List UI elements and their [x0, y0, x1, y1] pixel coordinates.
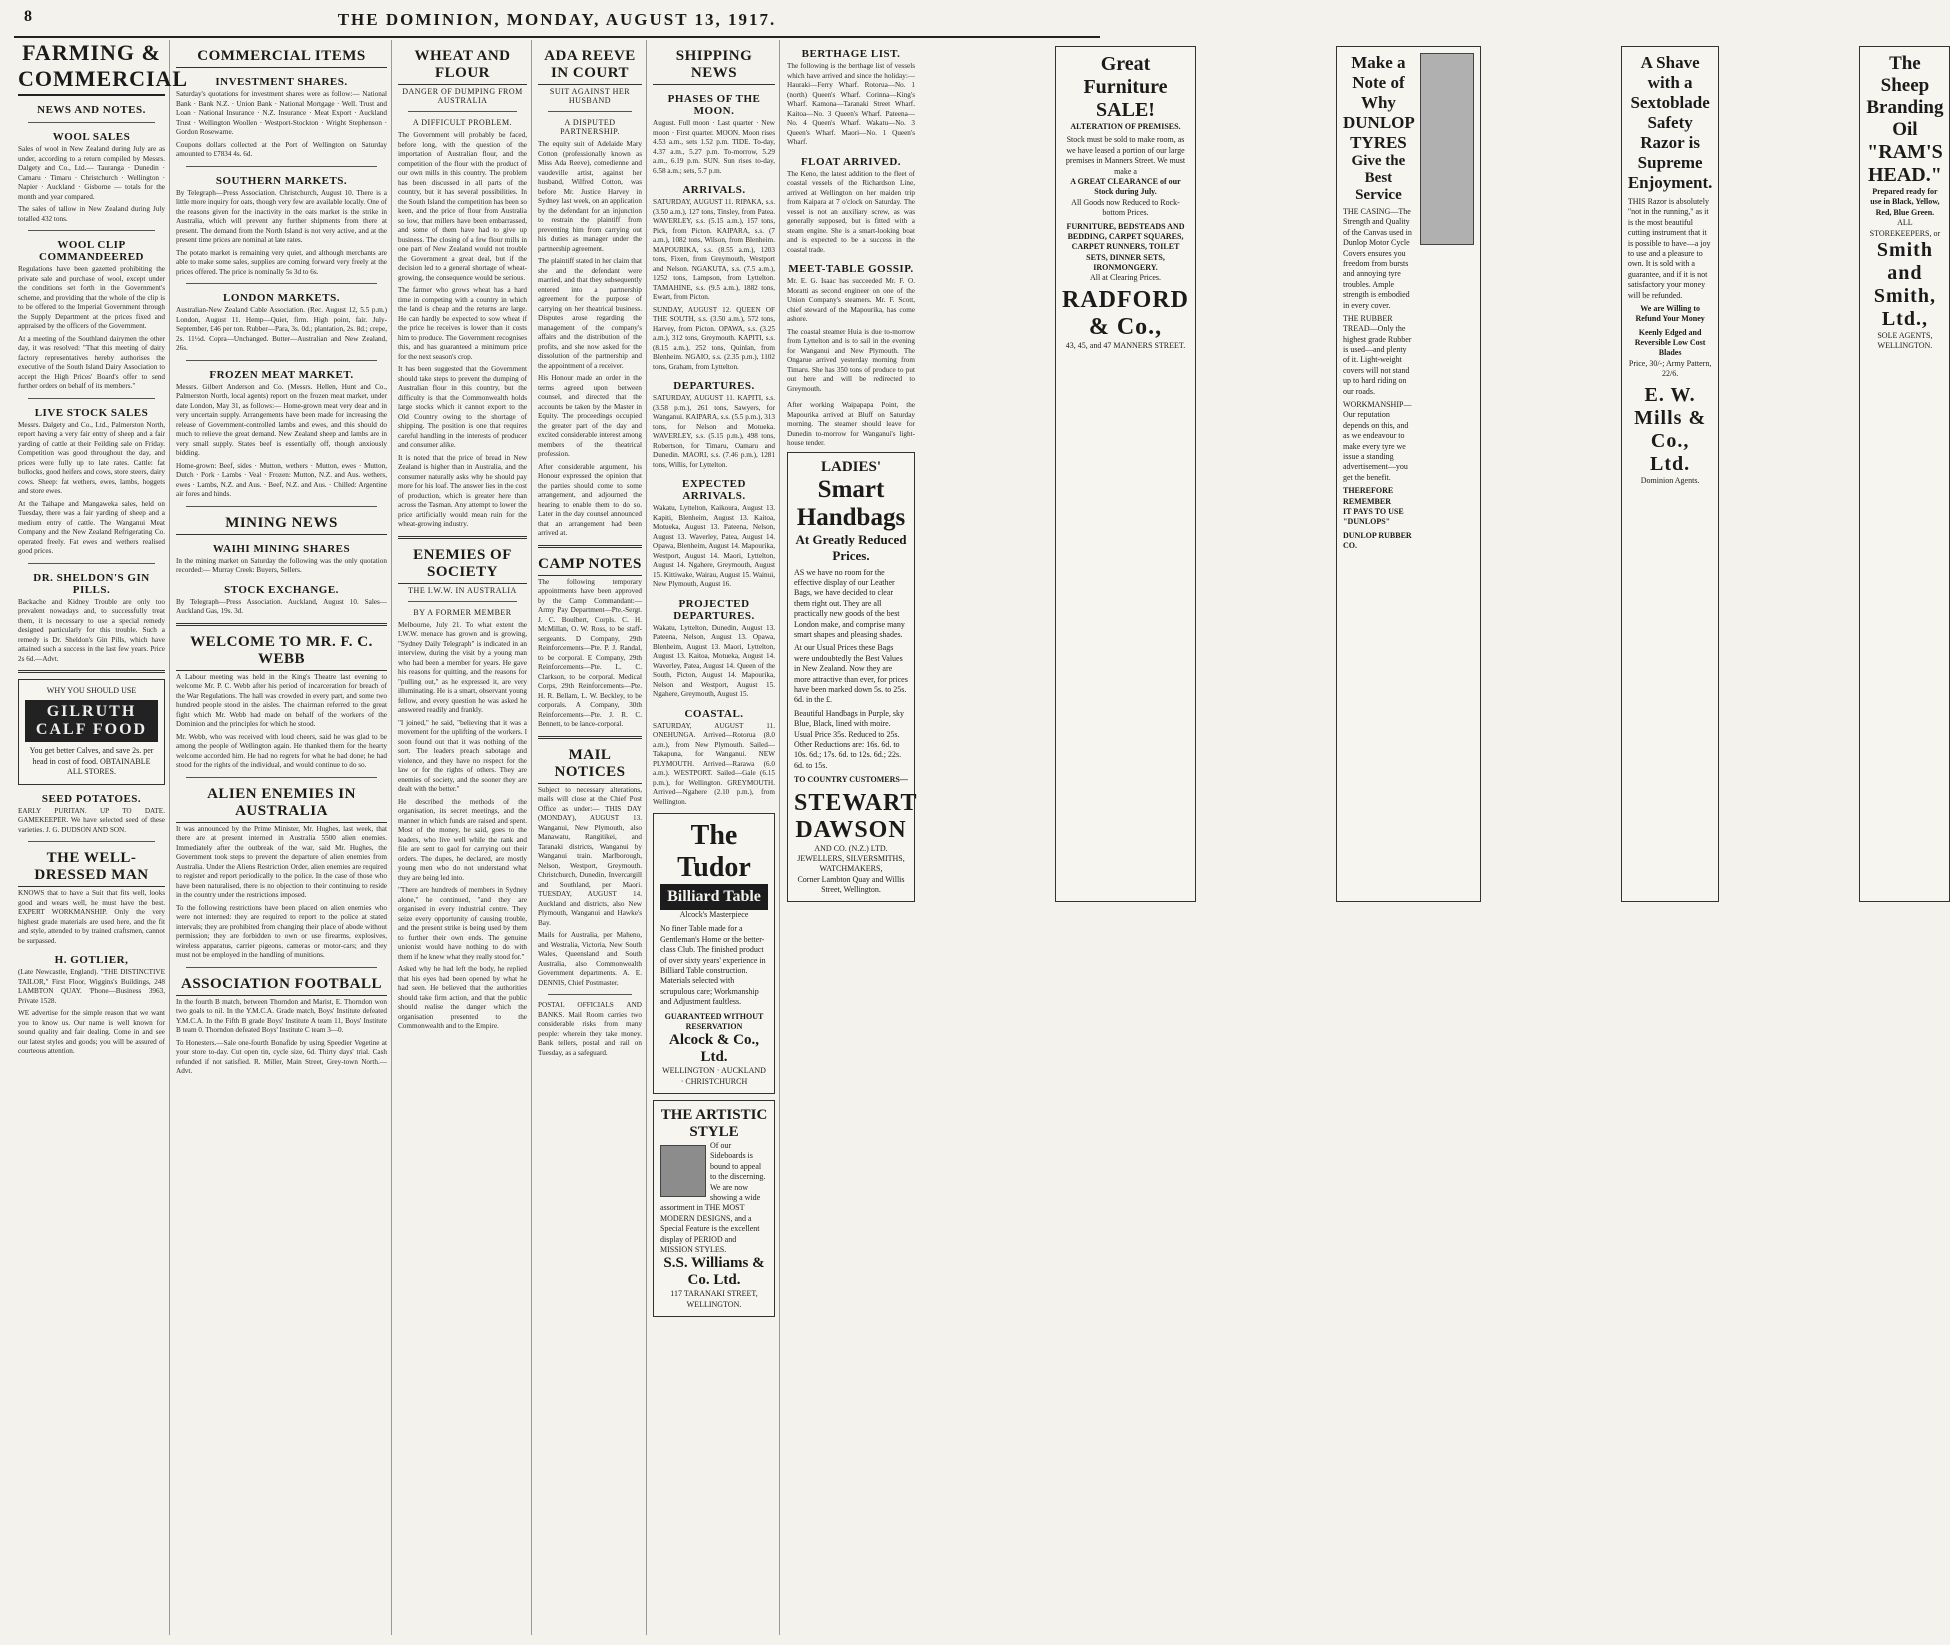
heading-departures: DEPARTURES.: [673, 380, 755, 392]
ad-williams-firm: S.S. Williams & Co. Ltd.: [663, 1255, 765, 1289]
ad-text: Price, 30/-; Army Pattern, 22/6.: [1628, 358, 1712, 379]
heading-coastal: COASTAL.: [684, 707, 744, 720]
body-text: The potato market is remaining very quiet, and although merchants are able to make some sales, supplies are coming forward very freely at the prices offered. The price is nominally 5s 3d to 6s.: [176, 248, 387, 276]
heading-seed-potatoes: SEED POTATOES.: [41, 792, 142, 805]
heading-stock-exchange: STOCK EXCHANGE.: [224, 583, 339, 596]
divider: [408, 601, 517, 602]
heading-camp: CAMP NOTES: [538, 556, 642, 576]
heading-ada-reeve: ADA REEVE IN COURT: [538, 48, 642, 85]
ad-sheep-addr: SOLE AGENTS, WELLINGTON.: [1877, 330, 1933, 351]
body-text: Coupons dollars collected at the Port of Wellington on Saturday amounted to £7834 4s. 6d.: [176, 140, 387, 158]
divider: [548, 994, 632, 995]
heading-wheat: WHEAT AND FLOUR: [398, 48, 527, 85]
ad-dunlop-remember: THEREFORE REMEMBER: [1343, 486, 1394, 506]
divider: [186, 506, 377, 507]
section-title: FARMING & COMMERCIAL: [18, 40, 165, 96]
body-text: It has been suggested that the Government should take steps to prevent the dumping of Australian flour in this country, but the difficulty is that the Commonwealth holds large stocks which it cannot export to the Old Country owing to the shortage of shipping. The position is one that requires careful handling in the interests of producer and consumer alike.: [398, 365, 527, 449]
body-text: Mails for Australia, per Maheno, and Westralia, Victoria, New South Wales, Queensland and South Australia, also Commonwealth Government departments. A. E. DENNIS, Chief Postmaster.: [538, 931, 642, 987]
handbags-ad: [787, 452, 918, 903]
ad-dunlop-text: [1343, 53, 1414, 895]
ad-text: AS we have no room for the effective display of our Leather Bags, we have decided to clear them right out. They are all practically new goods of the best London make, and comprise many smart shapes and pleasing shades.: [794, 567, 905, 640]
body-text: Sales of wool in New Zealand during July are as under, according to a return compiled by Messrs. Dalgety and Co., Ltd.— Tauranga · Dunedin · Camaru · Timaru · Christchurch · Wellington · Napier · Auckland · Gisborne — totals for the month and year compared.: [18, 145, 165, 201]
heading-wool-sales: WOOL SALES: [52, 131, 131, 143]
ad-razor-firm: E. W. Mills & Co., Ltd.: [1634, 383, 1707, 475]
body-text: The following temporary appointments have been approved by the Camp Commandant:— Army Pay Department—Pte.-Sergt. J. C. Boulbert, Corpls. C. H. McMillan, O. W. Ross, to be staff-sergeants. D Company, 29th Reinforcements—Pte. P. J. Randal, to be corporal. E Company, 29th Reinforcements—Pte. L. C. Clarkson, to be corporal. Medical Corps, 29th Reinforcements—Pte. H. R. Bellam, L. W. Beckley, to be corporals. A Company, 30th Reinforcements—Pte. J. R. C. Bennett, to be lance-corporal.: [538, 577, 642, 728]
ad-dunlop: [1336, 46, 1481, 902]
body-text: POSTAL OFFICIALS AND BANKS. Mail Room carries two considerable risks from many people: wherein they take money. Bank tellers, postal and rail on Tuesday, as a safeguard.: [538, 1001, 642, 1057]
ad-tudor-firm: Alcock & Co., Ltd.: [669, 1032, 759, 1066]
berthage-block: [787, 40, 918, 908]
ad-tudor-title: The Tudor: [677, 820, 751, 883]
divider: [408, 111, 517, 112]
body-text: KNOWS that to have a Suit that fits well, looks good and wears well, he must have the best. EXPERT WORKMANSHIP. Only the very highest grade materials are used here, and the fit and style, attended to by trained craftsmen, cannot be surpassed.: [18, 889, 165, 945]
ad-text: THIS Razor is absolutely "not in the running," as it is the most beautiful cutting instrument that it is possible to have—a joy to use and a pleasure to own. It is sold with a guarantee, and if it is not satisfactory your money will be refunded.: [1627, 197, 1711, 300]
divider: [28, 122, 155, 123]
heading-london: LONDON MARKETS.: [223, 292, 340, 304]
heading-waihi: WAIHI MINING SHARES: [212, 542, 351, 555]
body-text: The Keno, the latest addition to the fleet of coastal vessels of the Richardson Line, arrived at Wellington on her maiden trip from Kaipara at 7 o'clock on Saturday. The vessel is not an auxiliary screw, as was generally supposed, but is fitted with a steam engine. She is a smart-looking boat and is expected to be a success in the coastal trade.: [787, 169, 915, 254]
ad-text: THE RUBBER TREAD—Only the highest grade Rubber is used—and plenty of it. Light-weight covers will not stand up to hard riding on our roads.: [1343, 313, 1412, 396]
body-text: Backache and Kidney Trouble are only too prevalent nowadays and, to successfully treat them, it is necessary to use a special remedy designed particularly for this trouble. Such a remedy is Dr. Sheldon's Gin Pills, which have attained such a success in the last few years. Price 2s 6d.—Advt.: [18, 597, 165, 663]
heading-alien: ALIEN ENEMIES IN AUSTRALIA: [176, 786, 387, 823]
ad-handbags-firm2: AND CO. (N.Z.) LTD.: [814, 843, 888, 853]
body-text: Regulations have been gazetted prohibiting the private sale and purchase of wool, except under the conditions set forth in the Government's scheme, and providing that the whole of the clip is to be offered to the Imperial Government through the Supply Department at the prices fixed and appraised by the officers of the Government.: [18, 265, 165, 330]
divider: [28, 563, 155, 564]
body-text: SATURDAY, AUGUST 11. KAPITI, s.s. (3.58 p.m.), 261 tons, Sawyers, for Wanganui. KAIPARA, s.s. (5.5 p.m.), 313 tons, for Nelson and Motueka. WAVERLEY, s.s. (5.15 p.m.), 498 tons, Robertson, for Timaru, Oamaru and Dunedin. MAORI, s.s. (7.46 p.m.), 1281 tons, Willis, for Lyttelton.: [653, 394, 775, 469]
ad-razor: [1621, 46, 1720, 902]
ad-tudor-sub: Billiard Table: [660, 884, 768, 910]
body-text: Mr. Webb, who was received with loud cheers, said he was glad to be among the people of Wellington again. He thanked them for the hearty welcome accorded him. He had no regrets for what he had done; he had stood for the rights of the individual, and would continue to do so.: [176, 732, 387, 769]
subheading-iww: THE I.W.W. IN AUSTRALIA: [408, 585, 517, 595]
body-text: At the Taihape and Mangaweka sales, held on Tuesday, there was a fair yarding of sheep and a medium entry of cattle. The Wanganui Meat Company and the New Zealand Refrigerating Co. operated freely. Fat ewes and wethers realised good prices.: [18, 499, 165, 555]
ad-text: WELLINGTON · AUCKLAND · CHRISTCHURCH: [662, 1066, 766, 1086]
column-commercial: [172, 40, 392, 1635]
ad-handbags-firm: STEWART DAWSON: [794, 789, 918, 843]
ad-sheep-firm: Smith and Smith, Ltd.,: [1873, 238, 1936, 330]
body-text: August. Full moon · Last quarter · New moon · First quarter. MOON. Moon rises 4.53 a.m., sets 1.52 p.m. TIDE. To-day, 4.37 a.m., 5.27 p.m. To-morrow, 5.29 a.m., 6.19 p.m. SUN. Sun rises to-day, 6.58 a.m.; sets, 5.7 p.m.: [653, 119, 775, 175]
body-text: By Telegraph—Press Association. Christchurch, August 10. There is a little more inquiry for oats, though very few are available locally. One of the reasons given for the inactivity in the oats market is the strike in Australia, which will prevent any further shipments from there at present. The demand from the North Island is not very active, and at the present time prices are nominal at late rates.: [176, 188, 387, 244]
masthead: [14, 6, 1100, 38]
divider: [186, 166, 377, 167]
ad-furniture-firm: RADFORD & Co.,: [1062, 286, 1189, 340]
heading-mail: MAIL NOTICES: [538, 747, 642, 784]
ad-dunlop-sub: Give the Best Service: [1351, 153, 1406, 203]
heading-well-dressed: THE WELL-DRESSED MAN: [18, 850, 165, 887]
ad-text: All Goods now Reduced to Rock-bottom Prices.: [1071, 197, 1180, 218]
subheading-dispute: A DISPUTED PARTNERSHIP.: [560, 118, 620, 136]
heading-berthage: BERTHAGE LIST.: [801, 48, 901, 60]
ad-calf-food: [18, 679, 165, 785]
motorcyclist-illustration-icon: [1420, 53, 1474, 245]
body-text: At a meeting of the Southland dairymen the other day, it was resolved: "That this meeting of dairy factory representatives hereby authorises the executive of the South Island Dairy Association to accept the High Prices' Board's offer to send further orders on behalf of its members.": [18, 334, 165, 390]
body-text: Messrs. Dalgety and Co., Ltd., Palmerston North, report having a very fair entry of sheep and a fair yarding of cattle at their Feilding sale on Friday. Competition was good throughout the day, and prices were fully up to late rates. Cattle: fat bullocks, good heifers and cows, store steers, dairy cows. Sheep: fat wethers, ewes, lambs, hoggets and store ewes.: [18, 420, 165, 495]
divider: [186, 967, 377, 968]
ad-handbags-ladies: LADIES': [820, 458, 882, 475]
page-number: 8: [24, 8, 32, 25]
ad-text: We are Willing to Refund Your Money: [1635, 303, 1705, 324]
body-text: Asked why he had left the body, he replied that his eyes had been opened by what he had seen. He believed that the authorities should take firm action, and that the public should realise the danger which the organisation presented to the Commonwealth and to the Empire.: [398, 965, 527, 1030]
heading-commercial: COMMERCIAL ITEMS: [176, 48, 387, 68]
ad-handbags-title: Smart Handbags: [796, 475, 906, 531]
heading-gotlier: H. GOTLIER,: [54, 954, 129, 967]
body-text: He described the methods of the organisation, its secret meetings, and the manner in which funds are raised and spent. Most of the money, he said, goes to the leaders, who live well while the rank and file are sent to gaol for carrying out their orders. The dupes, he declared, are mostly young men who do not understand what they are being led into.: [398, 797, 527, 882]
heading-investment: INVESTMENT SHARES.: [215, 76, 348, 88]
body-text: It was announced by the Prime Minister, Mr. Hughes, last week, that there are at present interned in Australia 5500 alien enemies. Immediately after the outbreak of the war, said Mr. Hughes, the Government took steps to prevent the departure of alien enemies from Australia. Under the Aliens Restriction Order, alien enemies are required to register and report periodically to the police. In the case of those who have been naturalised, there is no objection to their continuing to reside in the country under the restrictions imposed.: [176, 824, 387, 899]
ad-tudor-tag: Alcock's Masterpiece: [679, 910, 749, 919]
heading-wool-clip: WOOL CLIP COMMANDEERED: [39, 239, 144, 263]
ad-text: WHY YOU SHOULD USE: [46, 686, 137, 695]
ad-handbags: [787, 452, 918, 903]
divider: [176, 623, 387, 626]
heading-news-notes: NEWS AND NOTES.: [37, 104, 146, 116]
subheading-suit: SUIT AGAINST HER HUSBAND: [549, 87, 631, 105]
body-text: To Honesters.—Sale one-fourth Bonafide by using Speedier Vegetine at your store to-day. Cut open tin, cycle size, 6d. Thirty days' trial. Cash refunded if not satisfied. R. Miller, Main Street, Grey-town North.—Advt.: [176, 1038, 387, 1075]
body-text: In the fourth B match, between Thorndon and Marist, E. Thorndon won two goals to nil. In the Y.M.C.A. Grade match, Boys' Institute defeated Y.M.C.A. In the Fifth B grade Boys' Institute A team 11, Boys' Institute B team 0. Thorndon defeated Boys' Institute C team 3—0.: [176, 997, 387, 1034]
body-text: EARLY PURITAN. UP TO DATE. GAMEKEEPER. We have selected seed of these varieties. J. G. DUDSON AND SON.: [18, 806, 165, 834]
ad-text: 117 TARANAKI STREET, WELLINGTON.: [670, 1289, 758, 1309]
body-text: (Late Newcastle, England). "THE DISTINCTIVE TAILOR," First Floor, Wiggins's Buildings, 248 LAMBTON QUAY. 'Phone—Business 3963, Private 1528.: [18, 968, 165, 1005]
sideboard-illustration-icon: [660, 1145, 706, 1197]
ad-artistic-style: [653, 1100, 775, 1317]
ad-furniture-clearance: A GREAT CLEARANCE of our Stock during July.: [1070, 176, 1181, 197]
divider: [186, 283, 377, 284]
ad-text: WORKMANSHIP—Our reputation depends on this, and as we endeavour to make every tyre we issue a standing advertisement—you get the benefit.: [1343, 400, 1412, 482]
column-wheat: [394, 40, 532, 1635]
divider: [538, 545, 642, 548]
divider: [186, 360, 377, 361]
body-text: The farmer who grows wheat has a hard time in competing with a country in which the land is cheap and the returns are large. He can hardly be expected to sow wheat if the price he receives is lower than it costs him to produce. The Government recognises this, and has guaranteed a minimum price for the next season's crop.: [398, 286, 527, 361]
body-text: "I joined," he said, "believing that it was a movement for the uplifting of the workers. I soon found out that it was nothing of the sort. The leaders preach sabotage and violence, and they have no respect for the law or for the rights of others. They are enemies of society, and the sooner they are dealt with the better.": [398, 718, 527, 793]
ad-calf-food-title: GILRUTH CALF FOOD: [25, 700, 158, 742]
heading-float: FLOAT ARRIVED.: [800, 155, 902, 168]
ad-dunlop-title: Make a Note of Why DUNLOP TYRES: [1343, 53, 1415, 152]
ad-text: No finer Table made for a Gentleman's Home or the better-class Club. The finished product of over sixty years' experience in Billiard Table construction. Materials selected with scrupulous care; Workmanship and Adjustment faultless.: [660, 924, 766, 1007]
ad-handbags-trade: JEWELLERS, SILVERSMITHS, WATCHMAKERS,: [797, 853, 905, 874]
divider: [538, 736, 642, 739]
ad-razor-city: Dominion Agents.: [1640, 475, 1700, 485]
body-text: After considerable argument, his Honour expressed the opinion that the parties should come to some arrangement, and adjourned the hearing to enable them to do so. Later in the day counsel announced that an arrangement had been arrived at.: [538, 462, 642, 537]
ad-furniture-items: FURNITURE, BEDSTEADS AND BEDDING, CARPET SQUARES, CARPET RUNNERS, TOILET SETS, DINNER SETS, IRONMONGERY.: [1066, 221, 1185, 273]
divider: [18, 670, 165, 673]
divider: [548, 111, 632, 112]
divider: [186, 777, 377, 778]
ad-sheep-brand: "RAM'S HEAD.": [1867, 141, 1943, 186]
ad-razor-title: A Shave with a Sextoblade Safety Razor is Supreme Enjoyment.: [1627, 53, 1713, 192]
ad-sheep-sub: Prepared ready for use in Black, Yellow, Red, Blue Green.: [1870, 187, 1940, 217]
newspaper-title: THE DOMINION, MONDAY, AUGUST 13, 1917.: [337, 10, 777, 29]
column-ads: [783, 40, 1944, 1635]
subheading-former-member: BY A FORMER MEMBER: [413, 607, 512, 617]
heading-arrivals: ARRIVALS.: [682, 184, 746, 196]
body-text: The Government will probably be faced, before long, with the question of the importation of Australian flour, and the competition of the flour with the product of our own mills in this country. The problem has been discussed in all parts of the country, but it has several possibilities. In the South Island the competition has been so keen, and the price of flour from Australia so low, that millers have been embarrassed, and some of them have had to give up business. The closing of a few flour mills in one part of New Zealand would not trouble the Government a great deal, but if the decision led to a general shortage of wheat-growing, the consequence would be serious.: [398, 131, 527, 282]
ad-country: TO COUNTRY CUSTOMERS—: [794, 775, 908, 785]
body-text: Australian-New Zealand Cable Association. (Rec. August 12, 5.5 p.m.) London, August 11. Hemp—Quiet, firm. High point, fair. July-September, £46 per ton. Rubber—Para, 3s. 0d.; plantation, 2s. 8d.; crepe, 2s. 11½d. Copra—Unchanged. Butter—Australian and New Zealand, 26s.: [176, 306, 387, 352]
ad-dunlop-co: DUNLOP RUBBER CO.: [1343, 530, 1412, 551]
ad-text: Beautiful Handbags in Purple, sky Blue, Black, lined with moire. Usual Price 35s. Reduced to 25s. Other Reductions are: 16s. 6d. to 10s. 6d.; 17s. 6d. to 12s. 6d.; 22s. 6d. to 15s.: [794, 708, 904, 770]
body-text: The following is the berthage list of vessels which have arrived and since the holiday:— Hauraki—Ferry Wharf. Rotorua—No. 1 (north) Queen's Wharf. Corinna—King's Wharf. Kamona—Taranaki Street Wharf. Kaitoa—No. 3 Queen's Wharf. Pateena—No. 4 Queen's Wharf. Wakatu—No. 3 Queen's Wharf. Maori—No. 1 Queen's Wharf.: [787, 62, 915, 146]
ad-sheep-title: The Sheep Branding Oil: [1866, 53, 1944, 140]
ad-text: At our Usual Prices these Bags were undoubtedly the Best Values in New Zealand. Now they are more attractive than ever, for prices have been marked down 5s. to 25s. 6d. in the £.: [794, 643, 908, 705]
column-court: [534, 40, 647, 1635]
body-text: Saturday's quotations for investment shares were as follow:— National Bank · Bank N.Z. · Union Bank · National Mortgage · Well. Trust and Loan · National Insurance · N.Z. Insurance · Meat Export · Auckland Trust · Wellington Woollen · Westport-Stockton · Wright Stephenson · Gordon Rosewarne.: [176, 90, 387, 136]
ad-text: You get better Calves, and save 2s. per head in cost of food. OBTAINABLE ALL STORES.: [29, 746, 154, 777]
body-text: Subject to necessary alterations, mails will close at the Chief Post Office as under:— THIS DAY (MONDAY), AUGUST 13. Wanganui, New Plymouth, also Manawatu, Rangitikei, and Taranaki districts, Wanganui by Wanganui train. Marlborough, Nelson, Westport, Greymouth. Christchurch, Dunedin, Invercargill and Southland, per Maori. TUESDAY, AUGUST 14. Auckland and districts, also New Plymouth, Wanganui and Hawke's Bay.: [538, 785, 642, 927]
heading-live-stock: LIVE STOCK SALES: [34, 406, 149, 419]
heading-welcome: WELCOME TO MR. F. C. WEBB: [176, 634, 387, 671]
body-text: Home-grown: Beef, sides · Mutton, wethers · Mutton, ewes · Mutton, Dutch · Pork · Lambs · Veal · Frozen: Mutton, N.Z. and Aus. wethers, ewes · Lambs, N.Z. and Aus. · Beef, N.Z. and Aus. · Chilled: Argentine air fores and hinds.: [176, 461, 387, 498]
ad-text: GUARANTEED WITHOUT RESERVATION: [664, 1011, 764, 1031]
ad-text: Of our Sideboards is bound to appeal to the discerning. We are now showing a wide assortment in THE MOST MODERN DESIGNS, and a Special Feature is the excellent display of PERIOD and MISSION STYLES.: [660, 1141, 766, 1254]
heading-shipping: SHIPPING NEWS: [653, 48, 775, 85]
subheading-difficult: A DIFFICULT PROBLEM.: [412, 118, 513, 127]
ad-text: THE CASING—The Strength and Quality of the Canvas used in Dunlop Motor Cycle Covers ensures you freedom from bursts and annoying tyre troubles. Ample strength is embodied in every cover.: [1343, 207, 1412, 310]
body-text: SATURDAY, AUGUST 11. RIPAKA, s.s. (3.50 a.m.), 127 tons, Tinsley, from Patea. WAVERLEY, s.s. (5.15 a.m.), 157 tons, Pick, from Picton. KAIPARA, s.s. (7 a.m.), 1082 tons, Wilson, from Blenheim. MAPOURIKA, s.s. (8.55 a.m.), 1203 tons, Fixen, from Greymouth, Westport and Nelson. NGAKUTA, s.s. (7.5 a.m.), 1252 tons, Lampson, from Lyttelton. TAMAHINE, s.s. (9.5 a.m.), 1882 tons, Ewart, from Picton.: [653, 198, 775, 301]
ad-text: ALL STOREKEEPERS, or: [1869, 218, 1941, 238]
body-text: Messrs. Gilbert Anderson and Co. (Messrs. Hellen, Hunt and Co., Palmerston North, local agents) report on the frozen meat market, under date London, May 31, as follows:— Home-grown meat very dear and in very uncertain supply. Arrangements have been made for increasing the release of Government-controlled lambs and ewes, and this should do much to relieve the great demand. New Zealand sheep and lambs are in very small supply. States beef is essentially off, though anxiously bidding.: [176, 382, 387, 457]
ad-tudor-billiard: [653, 813, 775, 1094]
ad-furniture: [1055, 46, 1196, 902]
body-text: The sales of tallow in New Zealand during July totalled 432 tons.: [18, 205, 165, 223]
body-text: After working Waipapapa Point, the Mapourika arrived at Bluff on Saturday morning. The steamer should leave for Dunedin to-morrow for Wanganui's light-house tender.: [787, 401, 915, 448]
body-text: By Telegraph—Press Association. Auckland, August 10. Sales—Auckland Gas, 19s. 3d.: [176, 597, 387, 615]
column-farming: [14, 40, 189, 1635]
ad-furniture-sub: ALTERATION OF PREMISES.: [1070, 122, 1181, 131]
ad-furniture-title: Great Furniture SALE!: [1083, 53, 1168, 121]
ad-artistic-title: THE ARTISTIC STYLE: [660, 1107, 768, 1141]
column-shipping: [649, 40, 780, 1635]
divider: [28, 841, 155, 842]
ad-dunlop-pays: IT PAYS TO USE "DUNLOPS": [1343, 506, 1404, 527]
heading-mining: MINING NEWS: [176, 515, 387, 535]
body-text: The coastal steamer Huia is due to-morrow from Lyttelton and is to sail in the evening for Wanganui and New Plymouth. The Ongarue arrived yesterday morning from Timaru. She has 350 tons of produce to put out here and will be redirected to Greymouth. After working Waipapapa Point, the Mapourika arrived at Bluff on Saturday morning. The steamer should leave for Dunedin to-morrow for Wanganui's light-house tender.: [787, 327, 915, 448]
top-row: [787, 40, 1944, 908]
subheading-dumping: DANGER OF DUMPING FROM AUSTRALIA: [402, 87, 523, 105]
ad-text: Stock must be sold to make room, as we have leased a portion of our large premises in Manners Street. We must make a: [1065, 135, 1186, 176]
body-text: SUNDAY, AUGUST 12. QUEEN OF THE SOUTH, s.s. (3.50 a.m.), 572 tons, Harvey, from Picton. OPAWA, s.s. (3.25 a.m.), 312 tons, Greymouth. KAPITI, s.s. (8.15 a.m.), 252 tons, Quinlan, from Blenheim. NGAIO, s.s. (2.35 p.m.), 1102 tons, Graham, from Lyttelton.: [653, 305, 775, 371]
heading-southern: SOUTHERN MARKETS.: [215, 174, 348, 187]
heading-meetable: MEET-TABLE GOSSIP.: [788, 263, 914, 275]
heading-expected: EXPECTED ARRIVALS.: [682, 478, 746, 502]
ad-furniture-addr: 43, 45, and 47 MANNERS STREET.: [1065, 340, 1186, 350]
ad-text: Keenly Edged and Reversible Low Cost Blades: [1634, 327, 1706, 358]
divider: [398, 536, 527, 539]
body-text: It is noted that the price of bread in New Zealand is higher than in Australia, and the consumer naturally asks why he should pay more for his loaf. The answer lies in the cost of production, which is greater here than across the Tasman. Any attempt to lower the price artificially would mean ruin for the wheat-growing industry.: [398, 453, 527, 528]
heading-sheldon: DR. SHELDON'S GIN PILLS.: [33, 571, 150, 596]
body-text: "There are hundreds of members in Sydney alone," he continued, "and they are organised in every industrial centre. They seize every opportunity of causing trouble, and the present strike is being used by them to further their own ends. The genuine unionist would have nothing to do with them if he knew what they really stood for.": [398, 886, 527, 961]
body-text: His Honour made an order in the terms agreed upon between counsel, and directed that the accounts be taken by the Master in Equity. The proceedings occupied the greater part of the day and excited considerable interest among members of the theatrical profession.: [538, 374, 642, 458]
heading-projected: PROJECTED DEPARTURES.: [673, 597, 755, 622]
body-text: Wakatu, Lyttelton, Dunedin, August 13. Pateena, Nelson, August 13. Opawa, Blenheim, August 13. Maori, Lyttelton, August 13. Kaitoa, Motueka, August 14. Waverley, Patea, August 14. Queen of the South, Picton, August 14. Mapourika, Nelson and Westport, August 15. Ngahere, Greymouth, August 15.: [653, 623, 775, 698]
ad-sheep-oil: [1859, 46, 1950, 902]
body-text: The equity suit of Adelaide Mary Cotton (professionally known as Miss Ada Reeve), comedienne and vaudeville artist, against her husband, Wilfred Cotton, was before Mr. Justice Harvey in Sydney last week, on an application by the defendant for an injunction to restrain the plaintiff from preventing him from carrying out his duties as manager under the partnership agreement.: [538, 140, 642, 253]
body-text: Wakatu, Lyttelton, Kaikoura, August 13. Kapiti, Blenheim, August 13. Kaitoa, Motueka, August 13. Pateena, Nelson, August 13. Waverley, Patea, August 14. Opawa, Blenheim, August 14. Mapourika, Westport, August 14. Maori, Lyttelton, August 14. Ngahere, Greymouth, August 15. Kittiwake, Wairau, August 15. Wainui, New Plymouth, August 16.: [653, 504, 775, 588]
ad-handbags-sub: At Greatly Reduced Prices.: [795, 531, 907, 563]
heading-enemies: ENEMIES OF SOCIETY: [398, 547, 527, 584]
body-text: The plaintiff stated in her claim that she and the defendant were married, and that they subsequently entered into a partnership agreement for the purpose of carrying on her theatrical business. Disputes arose regarding the management of the company's affairs and the distribution of the profits, and she now asked for the dissolution of the partnership and the appointment of a receiver.: [538, 257, 642, 370]
ad-handbags-addr: Corner Lambton Quay and Willis Street, Wellington.: [797, 874, 905, 895]
body-text: To the following restrictions have been placed on alien enemies who were not interned: they are required to report to the police at stated intervals; they are prohibited from changing their place of abode without permission; they are forbidden to own or use firearms, explosives, wireless apparatus, carrier pigeons, cameras or motor-cars; and they must not be employed in the handling of munitions.: [176, 903, 387, 959]
heading-frozen: FROZEN MEAT MARKET.: [209, 368, 354, 381]
body-text: In the mining market on Saturday the following was the only quotation recorded:— Murray Creek: Buyers, Sellers.: [176, 556, 387, 574]
divider: [28, 398, 155, 399]
body-text: SATURDAY, AUGUST 11. ONEHUNGA. Arrived—Rotorua (8.0 a.m.), from New Plymouth. Sailed—Takapuna, for Wanganui. NEW PLYMOUTH. Arrived—Rarawa (6.0 a.m.). WESTPORT. Sailed—Gale (6.15 p.m.), for Wellington. GREYMOUTH. Arrived—Ngahere (2.10 p.m.), from Wellington.: [653, 721, 775, 806]
body-text: Mr. E. G. Isaac has succeeded Mr. F. O. Moratti as second engineer on one of the Union Company's steamers. Mr. F. Scott, chief steward of the Mapourika, has come ashore.: [787, 277, 915, 323]
ad-text: All at Clearing Prices.: [1089, 273, 1162, 283]
heading-football: ASSOCIATION FOOTBALL: [176, 976, 387, 996]
heading-phases: PHASES OF THE MOON.: [667, 93, 761, 117]
body-text: A Labour meeting was held in the King's Theatre last evening to welcome Mr. P. C. Webb after his period of incarceration for breach of the War Regulations. The hall was crowded in every part, and some two hundred people stood in the aisles. The chairman referred to the great fight which Mr. Webb had made on behalf of the workers of the Dominion and the principles for which he stood.: [176, 672, 387, 728]
body-text: Melbourne, July 21. To what extent the I.W.W. menace has grown and is growing, "Sydney Daily Telegraph" is indicated in an interview, during the visit by a young man who had been a member for years. He gave his reasons for quitting, and the reasons for "pulling out," as he expressed it, are very illuminating. He is a smart, observant young fellow, and every question he was asked he answered readily and frankly.: [398, 620, 527, 714]
divider: [28, 230, 155, 231]
body-text: WE advertise for the simple reason that we want you to know us. Our name is well known for sound quality and fair dealing. Come in and see our latest styles and goods; you will be assured of courteous attention.: [18, 1009, 165, 1056]
